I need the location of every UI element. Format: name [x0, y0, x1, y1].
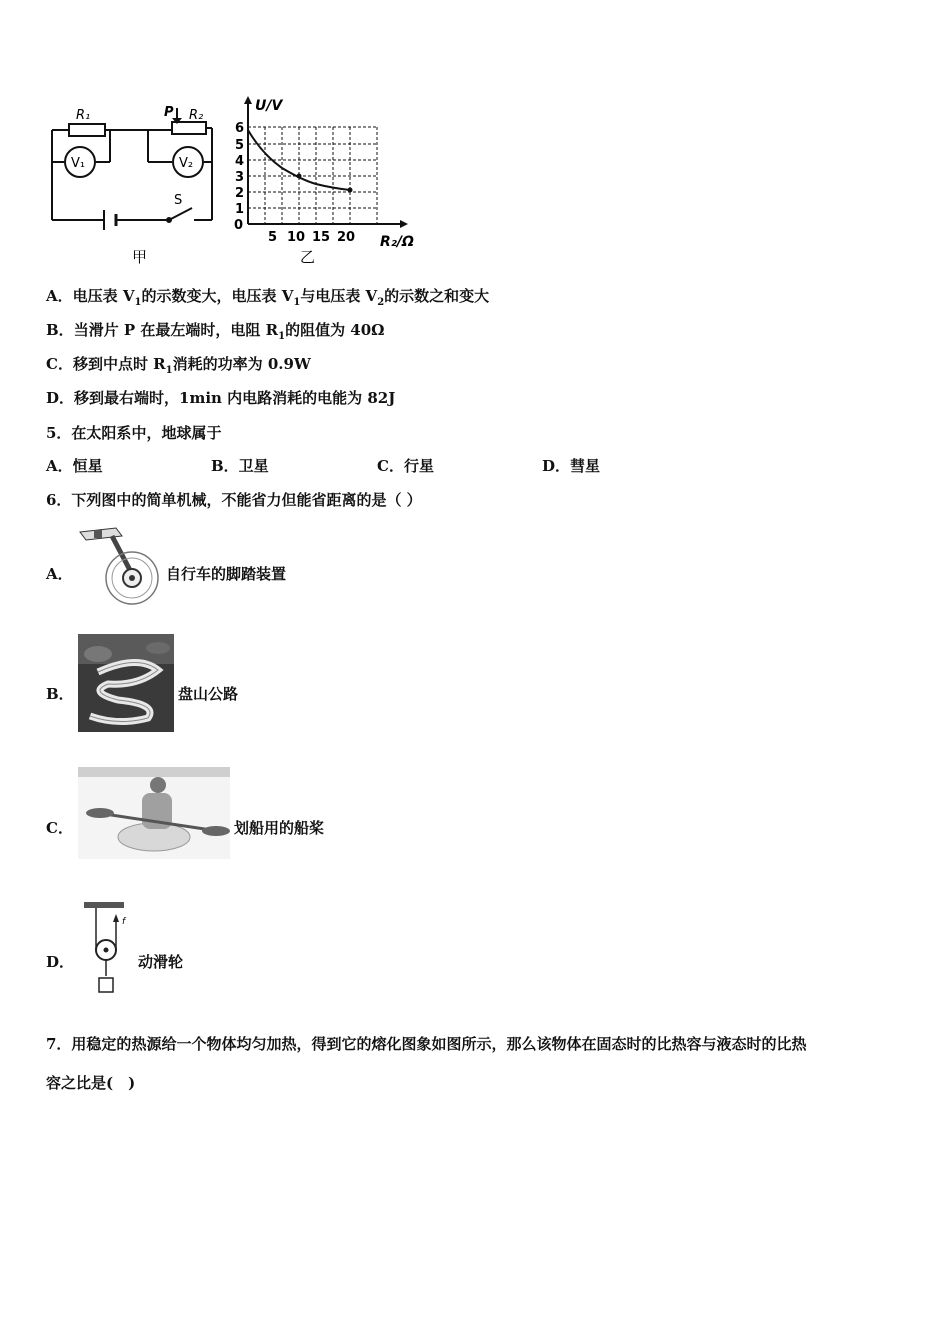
- q4-option-a: A．电压表 $V_1$的示数变大，电压表 $V_1$与电压表 $V_2$的示数之和变大: [46, 287, 490, 308]
- bicycle-pedal-image: [76, 526, 166, 608]
- q4-option-c: C．移到中点时 $R_1$消耗的功率为 0.9W: [46, 355, 311, 376]
- q7-line-1: 7．用稳定的热源给一个物体均匀加热，得到它的熔化图象如图所示，那么该物体在固态时的比热容与液态时的比热: [46, 1035, 807, 1053]
- q6-option-a-caption: 自行车的脚踏装置: [166, 565, 287, 583]
- q6-option-b-letter: B．: [46, 685, 74, 703]
- q5-stem: 5．在太阳系中，地球属于: [46, 424, 222, 442]
- u-r-graph: [232, 96, 422, 268]
- q6-option-c-caption: 划船用的船桨: [234, 819, 325, 837]
- q6-option-a-letter: A．: [46, 565, 73, 583]
- x-tick-label: 20: [337, 230, 356, 245]
- mountain-road-image: [78, 634, 174, 732]
- y-tick-label: 2: [235, 186, 245, 201]
- movable-pulley-image: [82, 900, 132, 998]
- q5-option-d: D．彗星: [542, 457, 601, 475]
- q5-option-b: B．卫星: [211, 457, 269, 475]
- x-tick-label: 5: [268, 230, 278, 245]
- q6-stem: 6．下列图中的简单机械，不能省力但能省距离的是（ ）: [46, 491, 422, 509]
- r1-label: R₁: [76, 108, 91, 123]
- y-tick-label: 1: [235, 202, 245, 217]
- q6-option-b-caption: 盘山公路: [178, 685, 239, 703]
- graph-xlabel: R₂/Ω: [380, 234, 414, 250]
- svg-text:f: f: [122, 917, 126, 927]
- q4-option-d: D．移到最右端时，1min 内电路消耗的电能为 82J: [46, 389, 396, 407]
- switch-label: S: [174, 193, 183, 208]
- y-tick-label: 4: [235, 154, 245, 169]
- r2-label: R₂: [189, 108, 204, 123]
- circuit-diagram: [44, 100, 224, 270]
- q5-option-c: C．行星: [377, 457, 434, 475]
- y-tick-label: 5: [235, 138, 245, 153]
- boat-paddle-image: [78, 767, 230, 859]
- graph-ylabel: U/V: [255, 98, 283, 114]
- q7-line-2: 容之比是( ): [46, 1074, 136, 1092]
- graph-caption: 乙: [300, 248, 316, 266]
- x-tick-label: 10: [287, 230, 306, 245]
- v1-label: V₁: [71, 156, 86, 171]
- y-tick-label: 0: [234, 218, 244, 233]
- circuit-caption: 甲: [132, 248, 148, 266]
- y-tick-label: 3: [235, 170, 245, 185]
- slider-label: P: [164, 105, 174, 120]
- y-tick-label: 6: [235, 121, 245, 136]
- x-tick-label: 15: [312, 230, 331, 245]
- q5-option-a: A．恒星: [46, 457, 103, 475]
- q6-option-d-letter: D．: [46, 953, 75, 971]
- v2-label: V₂: [179, 156, 194, 171]
- q6-option-d-caption: 动滑轮: [138, 953, 184, 971]
- q6-option-c-letter: C．: [46, 819, 73, 837]
- q4-option-b: B．当滑片 P 在最左端时，电阻 $R_1$的阻值为 40Ω: [46, 321, 385, 342]
